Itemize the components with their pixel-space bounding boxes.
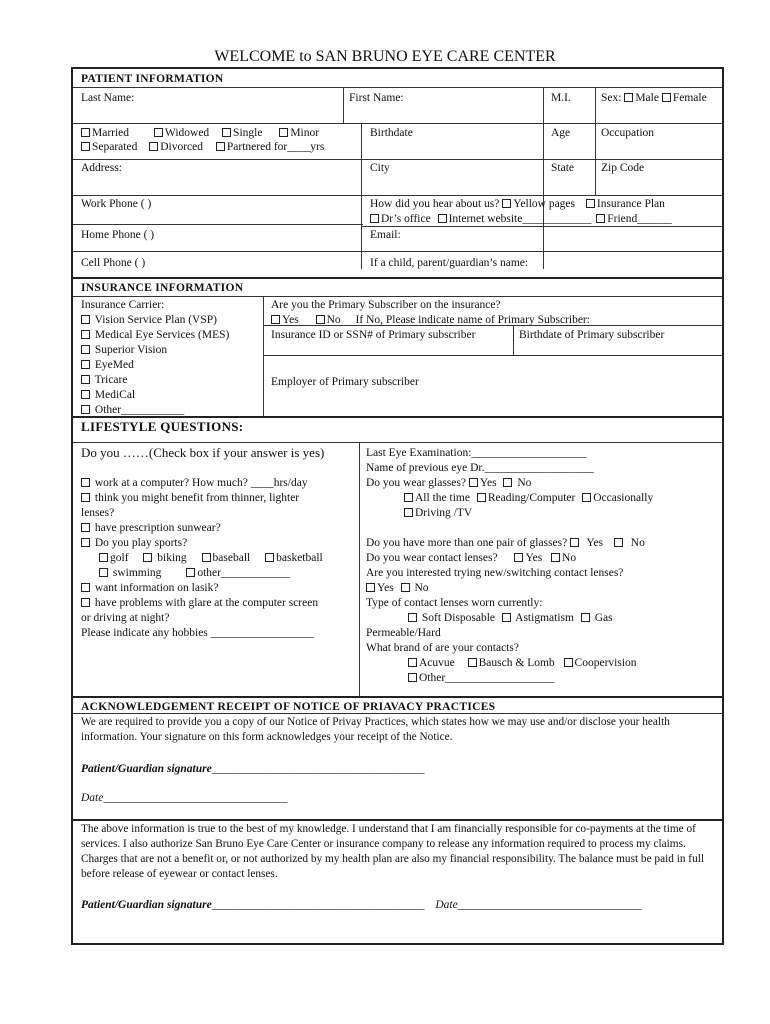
contacts-label: Do you wear contact lenses? [366, 552, 498, 564]
marital-row-1 [81, 126, 319, 140]
sunwear-label: have prescription sunwear? [94, 522, 221, 534]
carrier-row [81, 373, 127, 387]
carrier-checkbox[interactable] [81, 345, 90, 354]
minor-checkbox[interactable] [279, 128, 288, 137]
sex-label: Sex: [601, 92, 622, 104]
ack-header: ACKNOWLEDGEMENT RECEIPT OF NOTICE OF PRIAVACY PRACTICES [81, 701, 496, 713]
ack-signature-label: Patient/Guardian signature [81, 763, 212, 775]
baseball-checkbox[interactable] [202, 553, 211, 562]
patient-info-header: PATIENT INFORMATION [81, 73, 224, 85]
consent-signature-row [81, 898, 642, 912]
separated-checkbox[interactable] [81, 142, 90, 151]
occasionally-label: Occasionally [593, 492, 654, 504]
astig-checkbox[interactable] [502, 613, 511, 622]
soft-label: Soft Disposable [421, 612, 496, 624]
address-label[interactable]: Address: [81, 162, 122, 174]
single-label: Single [233, 127, 263, 139]
glasses-use-row [404, 491, 653, 505]
internet-label: Internet website____________ [448, 213, 592, 225]
contacts-no-label: No [562, 552, 577, 564]
switching-yes-checkbox[interactable] [366, 583, 375, 592]
brand-row [408, 656, 637, 670]
occasionally-checkbox[interactable] [582, 493, 591, 502]
astig-label: Astigmatism [515, 612, 574, 624]
female-label: Female [672, 92, 707, 104]
insurance-info-header: INSURANCE INFORMATION [81, 282, 244, 294]
mi-label[interactable]: M.I. [551, 92, 571, 104]
zip-label[interactable]: Zip Code [601, 162, 645, 174]
golf-label: golf [110, 552, 129, 564]
insurance-id-label[interactable]: Insurance ID or SSN# of Primary subscriber [271, 329, 476, 341]
carrier-row [81, 313, 217, 327]
more-pair-row [366, 536, 645, 550]
ack-text: We are required to provide you a copy of our Notice of Privay Practices, which states how we may use and/or disclose your health information. Your signature on this form acknowledges your receipt of the Notice. [81, 716, 670, 743]
birthdate-primary-label[interactable]: Birthdate of Primary subscriber [519, 329, 665, 341]
driving-checkbox[interactable] [404, 508, 413, 517]
soft-checkbox[interactable] [408, 613, 417, 622]
acuvue-checkbox[interactable] [408, 658, 417, 667]
do-you-label: Do you ……(Check box if your answer is yes) [81, 445, 325, 460]
hear-about-label: How did you hear about us? [370, 198, 500, 210]
divorced-label: Divorced [160, 141, 204, 153]
drs-office-checkbox[interactable] [370, 214, 379, 223]
consent-signature-label: Patient/Guardian signature [81, 899, 212, 911]
carrier-label: Superior Vision [94, 344, 168, 356]
friend-label: Friend______ [607, 213, 672, 225]
carrier-label: MediCal [94, 389, 136, 401]
sunwear-checkbox[interactable] [81, 523, 90, 532]
hear-about-row [370, 197, 665, 211]
primary-subscriber-question: Are you the Primary Subscriber on the insurance? [271, 299, 501, 311]
thinner-row [81, 491, 299, 505]
brand-other-row [408, 671, 554, 685]
carrier-checkbox[interactable] [81, 405, 90, 414]
driving-row [404, 506, 472, 520]
lasik-row [81, 581, 218, 595]
intake-form [71, 67, 724, 945]
state-label[interactable]: State [551, 162, 574, 174]
contacts-row [366, 551, 576, 565]
computer-label: work at a computer? How much? ____hrs/day [94, 477, 308, 489]
ack-date-label: Date [81, 792, 104, 804]
occupation-label[interactable]: Occupation [601, 127, 655, 139]
hobbies-label[interactable]: Please indicate any hobbies __________________ [81, 627, 315, 639]
gas-label: Gas [594, 612, 613, 624]
carrier-checkbox[interactable] [81, 375, 90, 384]
insurance-plan-checkbox[interactable] [586, 199, 595, 208]
carrier-checkbox[interactable] [81, 330, 90, 339]
basketball-checkbox[interactable] [265, 553, 274, 562]
swimming-label: swimming [112, 567, 162, 579]
age-label[interactable]: Age [551, 127, 571, 139]
thinner-label: think you might benefit from thinner, lighter [94, 492, 300, 504]
all-time-checkbox[interactable] [404, 493, 413, 502]
switching-no-label: No [414, 582, 429, 594]
last-name-label[interactable]: Last Name: [81, 92, 135, 104]
biking-checkbox[interactable] [143, 553, 152, 562]
thinner-checkbox[interactable] [81, 493, 90, 502]
ack-signature-row [81, 762, 424, 776]
lifestyle-header: LIFESTYLE QUESTIONS: [81, 419, 244, 434]
carrier-label: Tricare [94, 374, 128, 386]
gas-checkbox[interactable] [581, 613, 590, 622]
carrier-label: Medical Eye Services (MES) [94, 329, 230, 341]
bausch-label: Bausch & Lomb [478, 657, 555, 669]
single-checkbox[interactable] [222, 128, 231, 137]
hear-about-row-2 [370, 212, 672, 226]
yellow-pages-label: Yellow pages [513, 198, 575, 210]
divorced-checkbox[interactable] [149, 142, 158, 151]
glare-label: have problems with glare at the computer screen [94, 597, 319, 609]
form-title: WELCOME to SAN BRUNO EYE CARE CENTER [214, 48, 556, 65]
guardian-label[interactable]: If a child, parent/guardian’s name: [370, 257, 529, 269]
driving-label: Driving /TV [415, 507, 473, 519]
employer-label[interactable]: Employer of Primary subscriber [271, 376, 419, 388]
carrier-row [81, 328, 229, 342]
cooper-checkbox[interactable] [564, 658, 573, 667]
switching-yes-label: Yes [377, 582, 394, 594]
golf-checkbox[interactable] [99, 553, 108, 562]
cell-phone-label[interactable]: Cell Phone ( ) [81, 257, 146, 269]
separated-label: Separated [92, 141, 138, 153]
friend-checkbox[interactable] [596, 214, 605, 223]
carrier-row [81, 343, 167, 357]
cooper-label: Coopervision [574, 657, 637, 669]
glasses-row [366, 476, 531, 490]
brand-label: What brand of are your contacts? [366, 642, 519, 654]
married-checkbox[interactable] [81, 128, 90, 137]
switching-row [366, 581, 429, 595]
ack-date-line[interactable]: ________________________________ [103, 792, 288, 804]
consent-text: The above information is true to the best of my knowledge. I understand that I am financially responsible for co-payments at the time of services. I also authorize San Bruno Eye Care Center or insurance company to release any information required to process my claims. Charges that are not a benefit or, or not authorized by my health plan are also my financial responsibility. The balance must be paid in full before release of eyewear or contact lenses. [81, 823, 704, 880]
carrier-checkbox[interactable] [81, 315, 90, 324]
more-pair-label: Do you have more than one pair of glasses? [366, 537, 568, 549]
more-pair-yes-label: Yes [586, 537, 604, 549]
baseball-label: baseball [212, 552, 251, 564]
carrier-checkbox[interactable] [81, 390, 90, 399]
yellow-pages-checkbox[interactable] [502, 199, 511, 208]
sports-options-2 [99, 566, 290, 580]
carrier-checkbox[interactable] [81, 360, 90, 369]
lasik-checkbox[interactable] [81, 583, 90, 592]
sports-other-checkbox[interactable] [186, 568, 195, 577]
reading-checkbox[interactable] [477, 493, 486, 502]
sunwear-row [81, 521, 221, 535]
glasses-no-checkbox[interactable] [503, 478, 512, 487]
acuvue-label: Acuvue [419, 657, 455, 669]
primary-yes-checkbox[interactable] [271, 315, 280, 324]
last-exam-label[interactable]: Last Eye Examination:____________________ [366, 447, 587, 459]
carrier-row [81, 388, 135, 402]
biking-label: biking [157, 552, 187, 564]
partnered-checkbox[interactable] [216, 142, 225, 151]
consent-date-line[interactable]: ________________________________ [457, 899, 642, 911]
widowed-checkbox[interactable] [154, 128, 163, 137]
widowed-label: Widowed [164, 127, 210, 139]
brand-other-label: Other___________________ [419, 672, 555, 684]
glare-checkbox[interactable] [81, 598, 90, 607]
sports-row [81, 536, 187, 550]
swimming-checkbox[interactable] [99, 568, 108, 577]
more-pair-yes-checkbox[interactable] [570, 538, 579, 547]
married-label: Married [92, 127, 130, 139]
consent-signature-line[interactable]: _____________________________________ [211, 899, 425, 911]
contacts-yes-label: Yes [525, 552, 543, 564]
primary-yes-label: Yes [282, 314, 299, 326]
carrier-label: Other___________ [94, 404, 185, 416]
sex-field [601, 91, 707, 105]
sports-checkbox[interactable] [81, 538, 90, 547]
lasik-label: want information on lasik? [94, 582, 219, 594]
wear-glasses-label: Do you wear glasses? [366, 477, 466, 489]
lens-type-row [408, 611, 613, 625]
birthdate-label[interactable]: Birthdate [370, 127, 413, 139]
carrier-label: EyeMed [94, 359, 134, 371]
insurance-plan-label: Insurance Plan [596, 198, 665, 210]
permeable-label: Permeable/Hard [366, 627, 441, 639]
more-pair-no-checkbox[interactable] [614, 538, 623, 547]
glasses-yes-checkbox[interactable] [469, 478, 478, 487]
consent-date-label: Date [435, 899, 458, 911]
drs-office-label: Dr’s office [381, 213, 431, 225]
glare-row [81, 596, 318, 610]
glasses-yes-label: Yes [479, 477, 497, 489]
email-label[interactable]: Email: [370, 229, 401, 241]
contacts-no-checkbox[interactable] [551, 553, 560, 562]
marital-row-2 [81, 140, 324, 154]
more-pair-no-label: No [630, 537, 645, 549]
brand-other-checkbox[interactable] [408, 673, 417, 682]
computer-checkbox[interactable] [81, 478, 90, 487]
carrier-label: Vision Service Plan (VSP) [94, 314, 217, 326]
carrier-row [81, 358, 134, 372]
ack-signature-line[interactable]: _____________________________________ [211, 763, 425, 775]
primary-no-label: No [326, 314, 341, 326]
sports-label: Do you play sports? [94, 537, 188, 549]
primary-no-checkbox[interactable] [316, 315, 325, 324]
if-no-label: If No, Please indicate name of Primary Subscriber: [355, 314, 590, 326]
ack-date-row [81, 791, 287, 805]
sports-other-label: other____________ [197, 567, 290, 579]
male-checkbox[interactable] [624, 93, 633, 102]
reading-label: Reading/Computer [487, 492, 576, 504]
sports-options-1 [99, 551, 323, 565]
partnered-label: Partnered for____yrs [226, 141, 325, 153]
carrier-label: Insurance Carrier: [81, 299, 165, 311]
work-phone-label[interactable]: Work Phone ( ) [81, 198, 152, 210]
city-label[interactable]: City [370, 162, 390, 174]
glare-cont: or driving at night? [81, 612, 170, 624]
thinner-cont: lenses? [81, 507, 115, 519]
all-time-label: All the time [415, 492, 470, 504]
switching-no-checkbox[interactable] [401, 583, 410, 592]
male-label: Male [635, 92, 659, 104]
prev-dr-label[interactable]: Name of previous eye Dr.___________________ [366, 462, 594, 474]
home-phone-label[interactable]: Home Phone ( ) [81, 229, 155, 241]
type-worn-label: Type of contact lenses worn currently: [366, 597, 543, 609]
carrier-row [81, 403, 184, 417]
bausch-checkbox[interactable] [468, 658, 477, 667]
switching-label: Are you interested trying new/switching contact lenses? [366, 567, 624, 579]
contacts-yes-checkbox[interactable] [514, 553, 523, 562]
glasses-no-label: No [517, 477, 532, 489]
internet-checkbox[interactable] [438, 214, 447, 223]
female-checkbox[interactable] [662, 93, 671, 102]
computer-row [81, 476, 308, 490]
minor-label: Minor [290, 127, 320, 139]
first-name-label[interactable]: First Name: [349, 92, 404, 104]
basketball-label: basketball [276, 552, 323, 564]
